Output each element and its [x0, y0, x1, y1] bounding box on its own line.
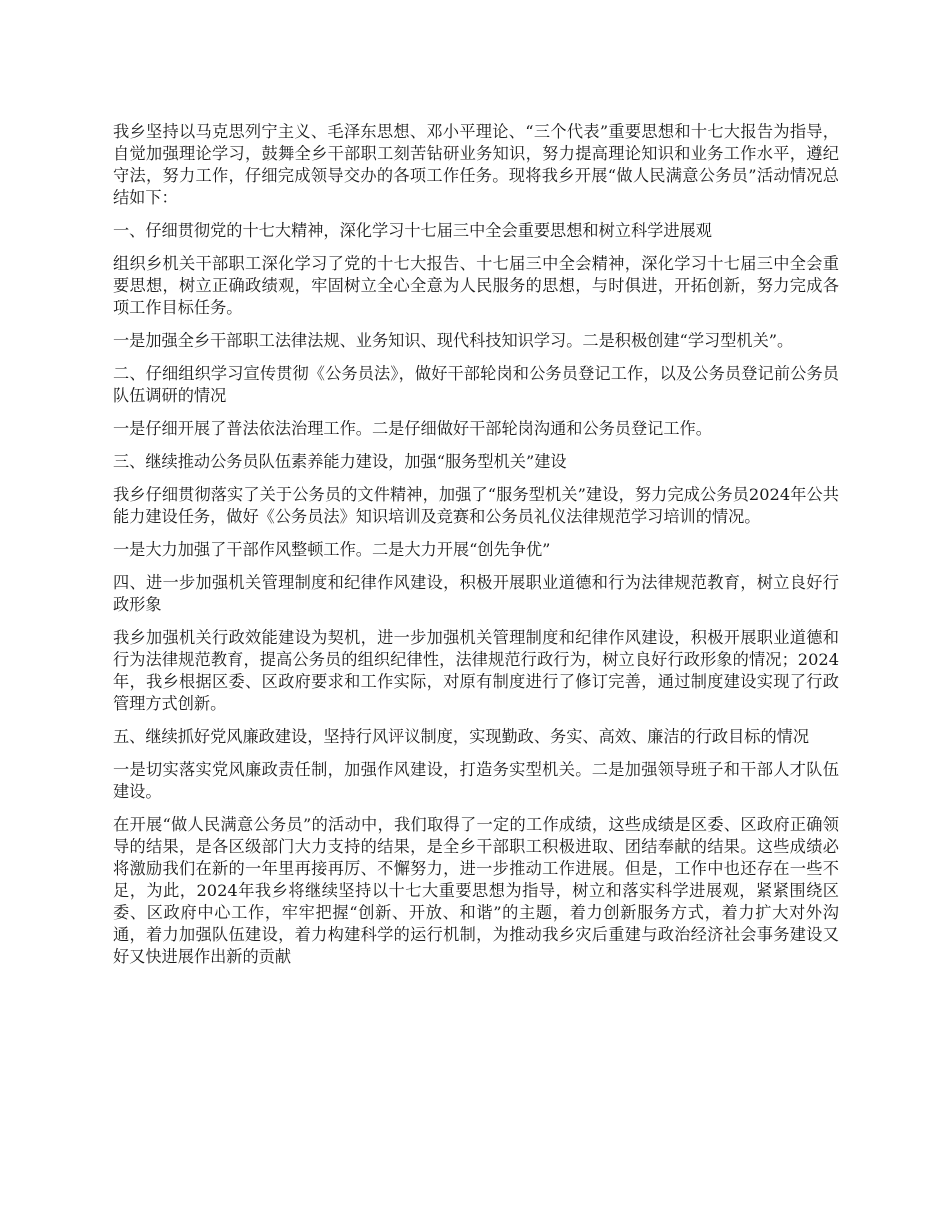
section-3-points: 一是大力加强了干部作风整顿工作。二是大力开展“创先争优”: [113, 540, 551, 559]
section-1-paragraph: 组织乡机关干部职工深化学习了党的十七大报告、十七届三中全会精神，深化学习十七届三中全会重要思想，树立正确政绩观，牢固树立全心全意为人民服务的思想，与时俱进，开拓创新，努力完成各项工作目标任务。: [113, 254, 839, 317]
section-1-points: 一是加强全乡干部职工法律法规、业务知识、现代科技知识学习。二是积极创建“学习型机关”。: [113, 331, 794, 350]
document-body: [113, 121, 839, 979]
section-5-heading: 五、继续抓好党风廉政建设，坚持行风评议制度，实现勤政、务实、高效、廉洁的行政目标的情况: [113, 727, 810, 746]
intro-paragraph: 我乡坚持以马克思列宁主义、毛泽东思想、邓小平理论、“三个代表”重要思想和十七大报告为指导，自觉加强理论学习，鼓舞全乡干部职工刻苦钻研业务知识，努力提高理论知识和业务工作水平，遵纪守法，努力工作，仔细完成领导交办的各项工作任务。现将我乡开展“做人民满意公务员”活动情况总结如下：: [113, 122, 839, 207]
section-4-heading: 四、进一步加强机关管理制度和纪律作风建设，积极开展职业道德和行为法律规范教育，树立良好行政形象: [113, 573, 839, 614]
section-3-heading: 三、继续推动公务员队伍素养能力建设，加强“服务型机关”建设: [113, 452, 567, 471]
section-2-points: 一是仔细开展了普法依法治理工作。二是仔细做好干部轮岗沟通和公务员登记工作。: [113, 419, 712, 438]
section-4-paragraph: 我乡加强机关行政效能建设为契机，进一步加强机关管理制度和纪律作风建设，积极开展职业道德和行为法律规范教育，提高公务员的组织纪律性，法律规范行政行为，树立良好行政形象的情况；2024年，我乡根据区委、区政府要求和工作实际，对原有制度进行了修订完善，通过制度建设实现了行政管理方式创新。: [113, 628, 839, 713]
section-5-points: 一是切实落实党风廉政责任制，加强作风建设，打造务实型机关。二是加强领导班子和干部人才队伍建设。: [113, 760, 839, 801]
section-1-heading: 一、仔细贯彻党的十七大精神，深化学习十七届三中全会重要思想和树立科学进展观: [113, 221, 712, 240]
conclusion-paragraph: 在开展“做人民满意公务员”的活动中，我们取得了一定的工作成绩，这些成绩是区委、区政府正确领导的结果，是各区级部门大力支持的结果，是全乡干部职工积极进取、团结奉献的结果。这些成绩必将激励我们在新的一年里再接再厉、不懈努力，进一步推动工作进展。但是，工作中也还存在一些不足，为此，2024年我乡将继续坚持以十七大重要思想为指导，树立和落实科学进展观，紧紧围绕区委、区政府中心工作，牢牢把握“创新、开放、和谐”的主题，着力创新服务方式，着力扩大对外沟通，着力加强队伍建设，着力构建科学的运行机制，为推动我乡灾后重建与政治经济社会事务建设又好又快进展作出新的贡献: [113, 815, 839, 966]
section-2-heading: 二、仔细组织学习宣传贯彻《公务员法》，做好干部轮岗和公务员登记工作，以及公务员登记前公务员队伍调研的情况: [113, 364, 839, 405]
section-3-paragraph: 我乡仔细贯彻落实了关于公务员的文件精神，加强了“服务型机关”建设，努力完成公务员2024年公共能力建设任务，做好《公务员法》知识培训及竞赛和公务员礼仪法律规范学习培训的情况。: [113, 485, 839, 526]
